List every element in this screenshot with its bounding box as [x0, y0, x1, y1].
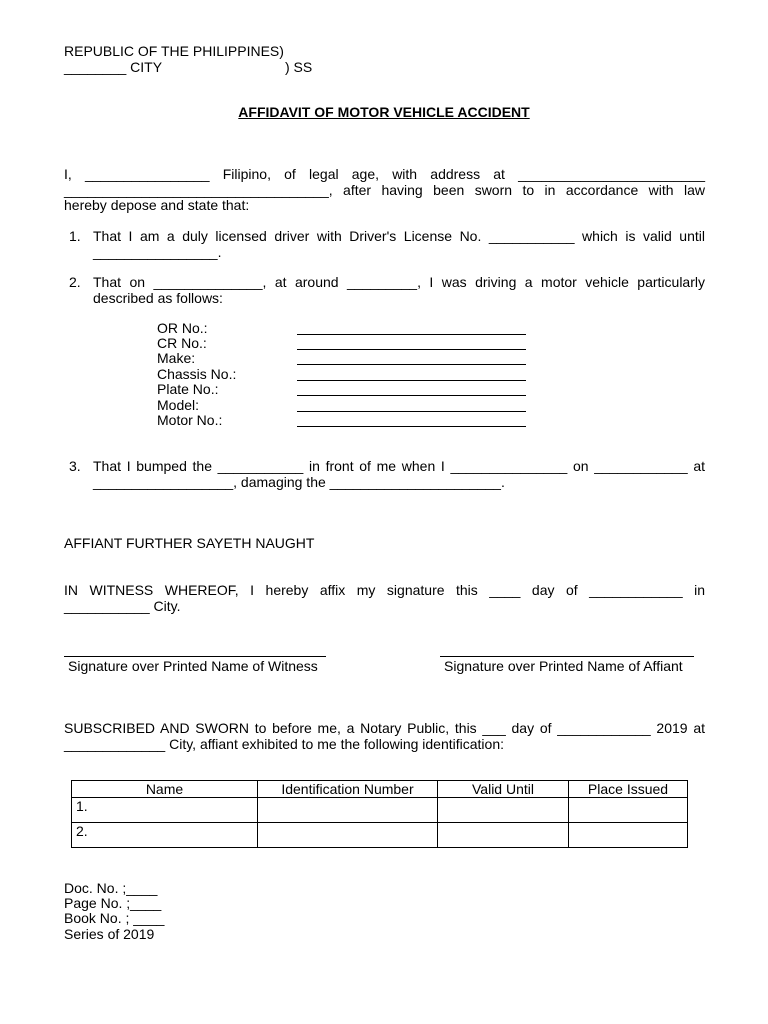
page-title: AFFIDAVIT OF MOTOR VEHICLE ACCIDENT	[238, 104, 530, 120]
item-3-line-1: That I bumped the ___________ in front of me when I _______________ on ____________ at	[93, 458, 705, 474]
vehicle-field-label: Motor No.:	[157, 412, 223, 428]
vehicle-field-label: Chassis No.:	[157, 366, 237, 382]
witness-signature-line[interactable]	[64, 656, 326, 657]
header-city: ________ CITY	[64, 59, 163, 75]
vehicle-field-label: Plate No.:	[157, 381, 219, 397]
subscribed-line-2: _____________ City, affiant exhibited to me the following identification:	[64, 736, 505, 752]
column-header-name: Name	[72, 781, 258, 798]
table-row	[72, 798, 688, 823]
item-1-number: 1.	[69, 228, 81, 244]
item-3-line-2: __________________, damaging the ______________________.	[93, 474, 505, 490]
table-header-row	[72, 781, 688, 798]
column-header-valid-until: Valid Until	[438, 781, 569, 798]
doc-number: Doc. No. ;____	[64, 880, 158, 896]
vehicle-field-blank[interactable]	[297, 411, 526, 412]
vehicle-field-blank[interactable]	[297, 364, 526, 365]
table-cell-place-issued[interactable]	[569, 798, 688, 823]
series-year: Series of 2019	[64, 926, 155, 942]
vehicle-field-blank[interactable]	[297, 395, 526, 396]
vehicle-field-label: Model:	[157, 397, 200, 413]
witness-signature-label: Signature over Printed Name of Witness	[68, 658, 318, 674]
item-2-line-1: That on ______________, at around _________, I was driving a motor vehicle particularly	[93, 274, 705, 290]
intro-line-2: __________________________________, after having been sworn to in accordance with law	[64, 182, 705, 198]
intro-line-1: I, ________________ Filipino, of legal age, with address at ________________________	[64, 166, 705, 182]
table-cell-place-issued[interactable]	[569, 823, 688, 848]
header-ss: ) SS	[285, 59, 313, 75]
subscribed-line-1: SUBSCRIBED AND SWORN to before me, a Notary Public, this ___ day of ____________ 2019 at	[64, 720, 705, 736]
item-1-line-2: ________________.	[93, 244, 222, 260]
identification-table	[71, 780, 688, 848]
witness-line-1: IN WITNESS WHEREOF, I hereby affix my signature this ____ day of ____________ in	[64, 582, 705, 598]
table-cell-id-number[interactable]	[258, 798, 438, 823]
witness-line-2: ___________ City.	[64, 598, 181, 614]
table-row	[72, 823, 688, 848]
column-header-place-issued: Place Issued	[569, 781, 688, 798]
vehicle-field-label: CR No.:	[157, 335, 207, 351]
table-cell-id-number[interactable]	[258, 823, 438, 848]
vehicle-field-blank[interactable]	[297, 349, 526, 350]
affiant-signature-line[interactable]	[440, 656, 694, 657]
column-header-identification-number: Identification Number	[258, 781, 438, 798]
table-cell-name[interactable]: 2.	[72, 823, 258, 848]
vehicle-field-label: OR No.:	[157, 320, 208, 336]
vehicle-field-blank[interactable]	[297, 380, 526, 381]
item-2-number: 2.	[69, 274, 81, 290]
further-sayeth: AFFIANT FURTHER SAYETH NAUGHT	[64, 535, 315, 551]
affiant-signature-label: Signature over Printed Name of Affiant	[444, 658, 683, 674]
table-cell-name[interactable]: 1.	[72, 798, 258, 823]
item-1-line-1: That I am a duly licensed driver with Driver's License No. ___________ which is valid until	[93, 228, 705, 244]
vehicle-field-label: Make:	[157, 350, 196, 366]
header-republic: REPUBLIC OF THE PHILIPPINES)	[64, 43, 284, 59]
table-cell-valid-until[interactable]	[438, 823, 569, 848]
intro-line-3: hereby depose and state that:	[64, 197, 250, 213]
table-cell-valid-until[interactable]	[438, 798, 569, 823]
item-3-number: 3.	[69, 458, 81, 474]
item-2-line-2: described as follows:	[93, 290, 223, 306]
vehicle-field-blank[interactable]	[297, 334, 526, 335]
page-number: Page No. ;____	[64, 895, 162, 911]
book-number: Book No. ; ____	[64, 910, 165, 926]
vehicle-field-blank[interactable]	[297, 426, 526, 427]
